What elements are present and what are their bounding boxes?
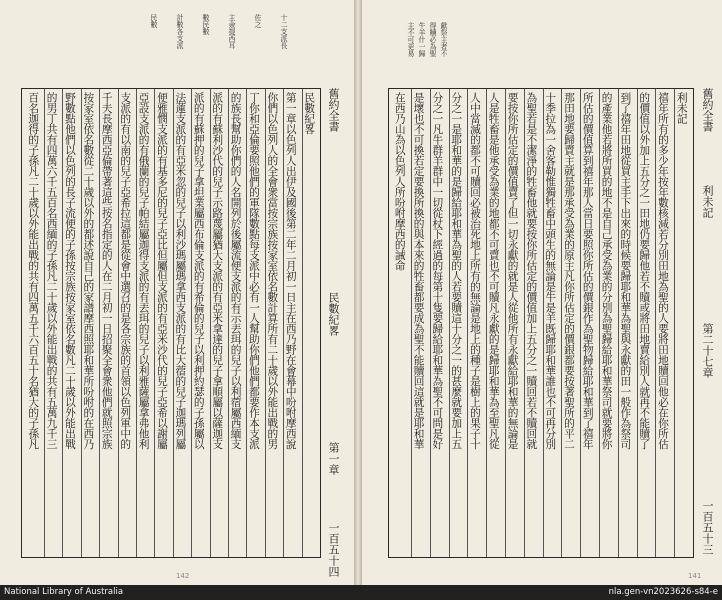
- text-column: 到了禧年田地從買主手下出來的時候要歸耶和華為聖與永獻的田一般作為祭司: [619, 92, 633, 449]
- column-rule: [411, 89, 412, 557]
- left-header-title: 舊約全書: [327, 88, 340, 132]
- footer-identifier: nla.gen-vn2023626-s84-e: [608, 587, 718, 597]
- text-column: 便雅憫支派的有基多尼的兒子亞比但屬但支派的有亞米沙代的兒子亞希以謝屬: [155, 92, 169, 449]
- text-column: 為聖若是不潔淨的牲畜他就要按你所估定的價值加上五分之一贖回若不贖回就: [525, 92, 539, 449]
- column-rule: [430, 89, 431, 557]
- column-rule: [265, 89, 266, 557]
- column-rule: [44, 89, 45, 557]
- text-column: 支派的有以南的兒子亞希拉這都是從會中選召的是各宗族的首領以色列軍中的: [119, 92, 133, 449]
- column-rule: [543, 89, 544, 557]
- text-column: 丁你和亞倫要照他們的軍隊數點每支派中必有一人幫助你們他們都要作本支派: [247, 92, 261, 449]
- text-column: 禧年所有的多少年按年數核減若分別田地為聖的人要將田地贖回他必在你所估: [656, 92, 670, 449]
- column-rule: [62, 89, 63, 557]
- column-rule: [580, 89, 581, 557]
- text-column: 要按你所估定的價值賣了但一切永獻的就是人從他所有永獻給耶和華的無論是: [506, 92, 520, 449]
- text-column: 分之一凡牛群羊群中一切從杖下經過的每第十隻要歸給耶和華為聖不可問是好: [431, 92, 445, 449]
- right-header-page: 一百五十三: [701, 500, 714, 555]
- right-text-frame: [388, 88, 694, 558]
- column-rule: [524, 89, 525, 557]
- column-rule: [486, 89, 487, 557]
- text-column: 百名迦得的子孫凡二十歲以外能出戰的共有四萬五千六百五十名猶大的子孫凡: [27, 92, 41, 449]
- column-rule: [467, 89, 468, 557]
- column-rule: [505, 89, 506, 557]
- text-column: 的產業他若將所買的地不是自己承受為業的分別為聖歸給耶和華祭司就要將你: [600, 92, 614, 449]
- marginal-note: 主不可更易: [407, 22, 415, 57]
- text-column: 法蓮支派的有亞米忽的兒子以利沙瑪屬瑪拿西支派的有比大蓿的兒子迦瑪列屬: [174, 92, 188, 449]
- marginal-note: 牛羊什一歸: [418, 22, 426, 57]
- text-column: 那田地要歸賣主就是那承受為業的原主凡你所估定的價銀都要按著聖所的平二: [562, 92, 576, 449]
- right-header-chapter: 第二十七章: [701, 323, 714, 378]
- marginal-note: 佐之: [254, 14, 262, 28]
- text-column: 是壞也不可換若定要換所換的與本來的牲畜都要成為聖不能贖回這就是耶和華: [412, 92, 426, 449]
- section-heading: 民數紀畧: [303, 92, 317, 134]
- column-rule: [81, 89, 82, 557]
- column-rule: [599, 89, 600, 557]
- right-pencil-mark: 141: [688, 572, 702, 580]
- text-column: 在西乃山為以色列人所吩咐摩西的誡命: [393, 92, 407, 271]
- left-pencil-mark: 142: [176, 572, 190, 580]
- column-rule: [618, 89, 619, 557]
- text-column: 分之一是耶和華的是歸給耶和華為聖的人若要贖這十分之一的甚麼就要加上五: [450, 92, 464, 449]
- left-page: [0, 0, 354, 585]
- column-rule: [283, 89, 284, 557]
- text-column: 派的有蘇押的兒子拿坦業屬西布倫支派的有希倫的兒子以利押約瑟的子孫屬以: [192, 92, 206, 449]
- text-column: 亞設支派的有俄蘭的兒子帕結屬迦得支派的有丟珥的兒子以利雅薩屬拿弗他利: [137, 92, 151, 449]
- column-rule: [210, 89, 211, 557]
- right-header-book: 利未記: [701, 185, 714, 218]
- book-gutter: [354, 0, 362, 585]
- column-rule: [302, 89, 303, 557]
- column-rule: [637, 89, 638, 557]
- text-column: 千夫長摩西亞倫帶著這些按名指定的人在二月初一日招聚全會衆他們就照宗族: [100, 92, 114, 449]
- marginal-note: 民數: [150, 14, 158, 28]
- text-column: 派的有蘇利沙代的兒子示路蔑屬猶大支派的有亞米拿達的兒子拿順屬以薩迦支: [211, 92, 225, 449]
- column-rule: [136, 89, 137, 557]
- column-rule: [154, 89, 155, 557]
- text-column: 野數點他們以色列的長子流便的子孫按宗族按家室依名數凡二十歲以外能出戰: [63, 92, 77, 449]
- footer-institution: National Library of Australia: [4, 587, 124, 597]
- column-rule: [173, 89, 174, 557]
- column-rule: [449, 89, 450, 557]
- marginal-note: 計數各支派: [176, 14, 184, 49]
- text-column: 十季拉為一舍客勒惟獨牲畜中頭生的無論是牛是羊既歸耶和華誰也不可再分別: [544, 92, 558, 449]
- column-rule: [674, 89, 675, 557]
- marginal-note: 數民數: [202, 14, 210, 35]
- column-rule: [561, 89, 562, 557]
- text-column: 按家室依名數從二十歲以外的都述說自己的家譜摩西照耶和華所吩咐的在西乃: [82, 92, 96, 449]
- left-header-page: 一百五十四: [327, 522, 340, 577]
- column-rule: [99, 89, 100, 557]
- marginal-note: 十二支派長: [280, 14, 288, 49]
- column-rule: [246, 89, 247, 557]
- text-column: 的價值以外加上五分之一田地仍要歸他若不贖或將田地賣給別人就再不能贖了: [638, 92, 652, 449]
- marginal-note: 主僉提西耳: [228, 14, 236, 49]
- text-column: 所估的價值算到禧年那人當日要照你所估的價銀作為聖物歸給耶和華到了禧年: [581, 92, 595, 449]
- column-rule: [191, 89, 192, 557]
- viewer-footer: [0, 585, 722, 600]
- column-rule: [228, 89, 229, 557]
- text-column: 第一章以色列人出伊及國後第二年二月初一日主在西乃野在會幕中吩咐摩西說: [284, 92, 298, 449]
- right-header-title: 舊約全書: [701, 88, 714, 132]
- text-column: 的族長幫助你們的人名開列於後屬流便支派的有示丟珥的兒子以利蓿屬西緬支: [229, 92, 243, 449]
- section-heading: 利未記: [675, 92, 689, 124]
- marginal-note: 得贖必為聖: [429, 22, 437, 57]
- text-column: 人是牲畜是他承受為業的地都不可賣也不可贖凡永獻的是歸耶和華為至聖凡從: [487, 92, 501, 449]
- text-column: 的男丁共有四萬六千五百名西緬的子孫凡二十歲以外能出戰的共有五萬九千三: [45, 92, 59, 449]
- marginal-note: 獻祭主者不: [440, 22, 448, 57]
- column-rule: [655, 89, 656, 557]
- left-header-chapter: 第一章: [327, 442, 340, 475]
- left-text-frame: [21, 88, 321, 558]
- column-rule: [118, 89, 119, 557]
- text-column: 人中當滅的都不可贖回必被治死地上所有的無論是地上的種子是樹上的果子十: [468, 92, 482, 449]
- left-header-book: 民數紀畧: [327, 292, 340, 336]
- text-column: 你們以色列人的全會衆當按宗族按家室依名數計算所有二十歲以外能出戰的男: [266, 92, 280, 449]
- right-page: [362, 0, 722, 585]
